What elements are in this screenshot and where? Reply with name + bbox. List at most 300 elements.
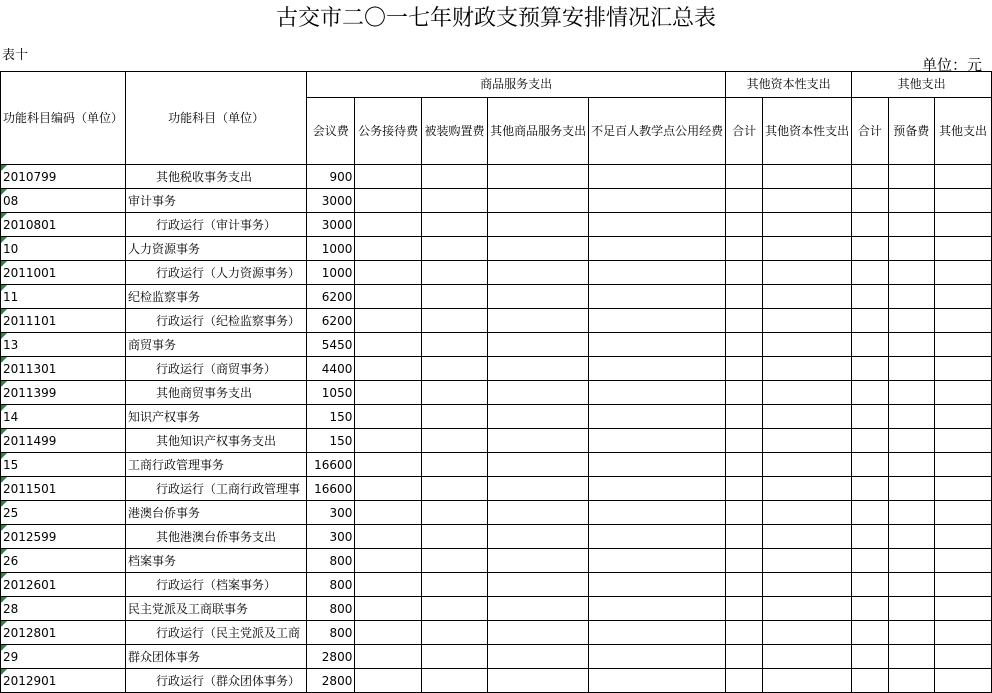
- empty-cell[interactable]: [589, 453, 726, 477]
- empty-cell[interactable]: [888, 333, 934, 357]
- row-name[interactable]: 行政运行（纪检监察事务）: [126, 309, 307, 333]
- empty-cell[interactable]: [852, 645, 888, 669]
- empty-cell[interactable]: [488, 645, 589, 669]
- empty-cell[interactable]: [726, 285, 763, 309]
- empty-cell[interactable]: [488, 285, 589, 309]
- row-meeting-amount[interactable]: 150: [307, 429, 355, 453]
- empty-cell[interactable]: [355, 525, 422, 549]
- row-meeting-amount[interactable]: 800: [307, 621, 355, 645]
- empty-cell[interactable]: [355, 453, 422, 477]
- empty-cell[interactable]: [488, 429, 589, 453]
- empty-cell[interactable]: [888, 429, 934, 453]
- empty-cell[interactable]: [355, 405, 422, 429]
- empty-cell[interactable]: [763, 645, 852, 669]
- empty-cell[interactable]: [934, 285, 991, 309]
- empty-cell[interactable]: [726, 669, 763, 693]
- table-row: [1, 549, 992, 573]
- empty-cell[interactable]: [852, 501, 888, 525]
- empty-cell[interactable]: [726, 405, 763, 429]
- empty-cell[interactable]: [488, 405, 589, 429]
- row-name[interactable]: 其他知识产权事务支出: [126, 429, 307, 453]
- empty-cell[interactable]: [589, 189, 726, 213]
- empty-cell[interactable]: [726, 429, 763, 453]
- empty-cell[interactable]: [934, 573, 991, 597]
- row-name[interactable]: 其他港澳台侨事务支出: [126, 525, 307, 549]
- empty-cell[interactable]: [852, 213, 888, 237]
- table-row: [1, 213, 992, 237]
- row-code[interactable]: 14: [1, 405, 126, 429]
- table-row: [1, 453, 992, 477]
- empty-cell[interactable]: [726, 645, 763, 669]
- header-school: 不足百人教学点公用经费: [589, 98, 726, 165]
- table-row: [1, 333, 992, 357]
- empty-cell[interactable]: [421, 501, 487, 525]
- empty-cell[interactable]: [934, 405, 991, 429]
- empty-cell[interactable]: [888, 165, 934, 189]
- empty-cell[interactable]: [852, 453, 888, 477]
- empty-cell[interactable]: [763, 309, 852, 333]
- empty-cell[interactable]: [852, 429, 888, 453]
- empty-cell[interactable]: [888, 405, 934, 429]
- empty-cell[interactable]: [852, 525, 888, 549]
- empty-cell[interactable]: [488, 357, 589, 381]
- row-code[interactable]: 2010799: [1, 165, 126, 189]
- row-code[interactable]: 25: [1, 501, 126, 525]
- header-reserve: 预备费: [888, 98, 934, 165]
- row-meeting-amount[interactable]: 150: [307, 405, 355, 429]
- empty-cell[interactable]: [888, 645, 934, 669]
- empty-cell[interactable]: [488, 453, 589, 477]
- empty-cell[interactable]: [852, 309, 888, 333]
- empty-cell[interactable]: [934, 621, 991, 645]
- empty-cell[interactable]: [763, 285, 852, 309]
- empty-cell[interactable]: [763, 621, 852, 645]
- empty-cell[interactable]: [355, 573, 422, 597]
- row-name[interactable]: 行政运行（工商行政管理事: [126, 477, 307, 501]
- header-capital-other: 其他资本性支出: [763, 98, 852, 165]
- empty-cell[interactable]: [355, 381, 422, 405]
- empty-cell[interactable]: [589, 405, 726, 429]
- empty-cell[interactable]: [421, 621, 487, 645]
- empty-cell[interactable]: [421, 453, 487, 477]
- header-capital-total: 合计: [726, 98, 763, 165]
- row-meeting-amount[interactable]: 1000: [307, 261, 355, 285]
- empty-cell[interactable]: [726, 573, 763, 597]
- header-uniform: 被装购置费: [421, 98, 487, 165]
- header-other-total: 合计: [852, 98, 888, 165]
- header-other-expense: 其他支出: [934, 98, 991, 165]
- empty-cell[interactable]: [589, 309, 726, 333]
- empty-cell[interactable]: [763, 357, 852, 381]
- empty-cell[interactable]: [355, 597, 422, 621]
- empty-cell[interactable]: [355, 237, 422, 261]
- header-group-other: 其他支出: [852, 72, 992, 98]
- row-name[interactable]: 民主党派及工商联事务: [126, 597, 307, 621]
- empty-cell[interactable]: [852, 573, 888, 597]
- row-meeting-amount[interactable]: 3000: [307, 213, 355, 237]
- table-row: [1, 573, 992, 597]
- empty-cell[interactable]: [726, 549, 763, 573]
- empty-cell[interactable]: [589, 597, 726, 621]
- row-code[interactable]: 2011001: [1, 261, 126, 285]
- empty-cell[interactable]: [763, 429, 852, 453]
- empty-cell[interactable]: [589, 549, 726, 573]
- empty-cell[interactable]: [726, 381, 763, 405]
- row-code[interactable]: 2012601: [1, 573, 126, 597]
- unit-label: 单位：元: [921, 56, 982, 74]
- table-row: [1, 669, 992, 693]
- row-meeting-amount[interactable]: 1050: [307, 381, 355, 405]
- row-code[interactable]: 28: [1, 597, 126, 621]
- table-row: [1, 357, 992, 381]
- empty-cell[interactable]: [888, 621, 934, 645]
- empty-cell[interactable]: [763, 333, 852, 357]
- row-name[interactable]: 行政运行（民主党派及工商: [126, 621, 307, 645]
- empty-cell[interactable]: [763, 381, 852, 405]
- header-reception: 公务接待费: [355, 98, 422, 165]
- row-name[interactable]: 工商行政管理事务: [126, 453, 307, 477]
- empty-cell[interactable]: [355, 501, 422, 525]
- row-name[interactable]: 港澳台侨事务: [126, 501, 307, 525]
- empty-cell[interactable]: [421, 237, 487, 261]
- empty-cell[interactable]: [488, 213, 589, 237]
- empty-cell[interactable]: [421, 645, 487, 669]
- empty-cell[interactable]: [355, 549, 422, 573]
- row-code[interactable]: 08: [1, 189, 126, 213]
- empty-cell[interactable]: [934, 669, 991, 693]
- empty-cell[interactable]: [488, 501, 589, 525]
- empty-cell[interactable]: [726, 525, 763, 549]
- table-row: [1, 285, 992, 309]
- row-meeting-amount[interactable]: 300: [307, 525, 355, 549]
- empty-cell[interactable]: [852, 549, 888, 573]
- row-name[interactable]: 人力资源事务: [126, 237, 307, 261]
- empty-cell[interactable]: [852, 165, 888, 189]
- empty-cell[interactable]: [934, 453, 991, 477]
- row-name[interactable]: 群众团体事务: [126, 645, 307, 669]
- empty-cell[interactable]: [888, 237, 934, 261]
- empty-cell[interactable]: [763, 525, 852, 549]
- empty-cell[interactable]: [589, 621, 726, 645]
- empty-cell[interactable]: [934, 597, 991, 621]
- empty-cell[interactable]: [888, 597, 934, 621]
- empty-cell[interactable]: [589, 477, 726, 501]
- row-meeting-amount[interactable]: 800: [307, 549, 355, 573]
- empty-cell[interactable]: [355, 309, 422, 333]
- page-title: 古交市二〇一七年财政支预算安排情况汇总表: [275, 6, 716, 31]
- empty-cell[interactable]: [888, 573, 934, 597]
- empty-cell[interactable]: [589, 381, 726, 405]
- empty-cell[interactable]: [852, 189, 888, 213]
- empty-cell[interactable]: [488, 381, 589, 405]
- empty-cell[interactable]: [763, 237, 852, 261]
- empty-cell[interactable]: [589, 573, 726, 597]
- table-row: [1, 645, 992, 669]
- row-meeting-amount[interactable]: 5450: [307, 333, 355, 357]
- empty-cell[interactable]: [355, 669, 422, 693]
- row-meeting-amount[interactable]: 2800: [307, 669, 355, 693]
- empty-cell[interactable]: [934, 429, 991, 453]
- empty-cell[interactable]: [888, 669, 934, 693]
- empty-cell[interactable]: [934, 213, 991, 237]
- empty-cell[interactable]: [488, 525, 589, 549]
- empty-cell[interactable]: [488, 309, 589, 333]
- empty-cell[interactable]: [726, 453, 763, 477]
- empty-cell[interactable]: [421, 309, 487, 333]
- row-code[interactable]: 2012901: [1, 669, 126, 693]
- empty-cell[interactable]: [726, 189, 763, 213]
- empty-cell[interactable]: [355, 477, 422, 501]
- row-name[interactable]: 其他商贸事务支出: [126, 381, 307, 405]
- empty-cell[interactable]: [888, 213, 934, 237]
- empty-cell[interactable]: [763, 597, 852, 621]
- empty-cell[interactable]: [852, 357, 888, 381]
- empty-cell[interactable]: [934, 165, 991, 189]
- empty-cell[interactable]: [355, 165, 422, 189]
- empty-cell[interactable]: [888, 285, 934, 309]
- table-row: [1, 309, 992, 333]
- empty-cell[interactable]: [726, 501, 763, 525]
- empty-cell[interactable]: [589, 357, 726, 381]
- row-name[interactable]: 纪检监察事务: [126, 285, 307, 309]
- table-row: [1, 261, 992, 285]
- row-code[interactable]: 2010801: [1, 213, 126, 237]
- empty-cell[interactable]: [852, 621, 888, 645]
- row-code[interactable]: 2011499: [1, 429, 126, 453]
- table-row: [1, 477, 992, 501]
- empty-cell[interactable]: [726, 357, 763, 381]
- header-code: 功能科目编码（单位）: [1, 72, 126, 165]
- empty-cell[interactable]: [355, 357, 422, 381]
- empty-cell[interactable]: [934, 549, 991, 573]
- empty-cell[interactable]: [934, 261, 991, 285]
- empty-cell[interactable]: [888, 477, 934, 501]
- empty-cell[interactable]: [726, 477, 763, 501]
- row-meeting-amount[interactable]: 1000: [307, 237, 355, 261]
- row-meeting-amount[interactable]: 3000: [307, 189, 355, 213]
- empty-cell[interactable]: [934, 525, 991, 549]
- row-meeting-amount[interactable]: 900: [307, 165, 355, 189]
- empty-cell[interactable]: [589, 237, 726, 261]
- empty-cell[interactable]: [421, 669, 487, 693]
- row-code[interactable]: 26: [1, 549, 126, 573]
- empty-cell[interactable]: [355, 645, 422, 669]
- empty-cell[interactable]: [421, 597, 487, 621]
- row-meeting-amount[interactable]: 16600: [307, 453, 355, 477]
- empty-cell[interactable]: [421, 573, 487, 597]
- table-row: [1, 189, 992, 213]
- row-meeting-amount[interactable]: 4400: [307, 357, 355, 381]
- empty-cell[interactable]: [934, 189, 991, 213]
- empty-cell[interactable]: [763, 261, 852, 285]
- empty-cell[interactable]: [852, 597, 888, 621]
- empty-cell[interactable]: [355, 285, 422, 309]
- empty-cell[interactable]: [421, 381, 487, 405]
- row-code[interactable]: 2011301: [1, 357, 126, 381]
- row-code[interactable]: 2011101: [1, 309, 126, 333]
- row-code[interactable]: 2012599: [1, 525, 126, 549]
- row-name[interactable]: 行政运行（档案事务）: [126, 573, 307, 597]
- row-meeting-amount[interactable]: 300: [307, 501, 355, 525]
- empty-cell[interactable]: [421, 165, 487, 189]
- row-code[interactable]: 10: [1, 237, 126, 261]
- table-row: [1, 597, 992, 621]
- empty-cell[interactable]: [488, 621, 589, 645]
- empty-cell[interactable]: [589, 525, 726, 549]
- empty-cell[interactable]: [934, 645, 991, 669]
- empty-cell[interactable]: [934, 309, 991, 333]
- empty-cell[interactable]: [726, 237, 763, 261]
- empty-cell[interactable]: [355, 429, 422, 453]
- empty-cell[interactable]: [888, 525, 934, 549]
- empty-cell[interactable]: [488, 669, 589, 693]
- row-code[interactable]: 11: [1, 285, 126, 309]
- empty-cell[interactable]: [421, 549, 487, 573]
- row-name[interactable]: 审计事务: [126, 189, 307, 213]
- row-code[interactable]: 2012801: [1, 621, 126, 645]
- empty-cell[interactable]: [888, 453, 934, 477]
- empty-cell[interactable]: [589, 429, 726, 453]
- table-row: [1, 429, 992, 453]
- empty-cell[interactable]: [421, 525, 487, 549]
- empty-cell[interactable]: [726, 165, 763, 189]
- table-row: [1, 405, 992, 429]
- empty-cell[interactable]: [934, 333, 991, 357]
- empty-cell[interactable]: [421, 261, 487, 285]
- empty-cell[interactable]: [488, 597, 589, 621]
- empty-cell[interactable]: [355, 213, 422, 237]
- empty-cell[interactable]: [589, 165, 726, 189]
- empty-cell[interactable]: [888, 261, 934, 285]
- row-name[interactable]: 其他税收事务支出: [126, 165, 307, 189]
- row-name[interactable]: 行政运行（商贸事务）: [126, 357, 307, 381]
- empty-cell[interactable]: [421, 357, 487, 381]
- table-row: [1, 525, 992, 549]
- row-meeting-amount[interactable]: 6200: [307, 309, 355, 333]
- row-code[interactable]: 29: [1, 645, 126, 669]
- empty-cell[interactable]: [421, 405, 487, 429]
- empty-cell[interactable]: [726, 333, 763, 357]
- row-meeting-amount[interactable]: 6200: [307, 285, 355, 309]
- empty-cell[interactable]: [934, 237, 991, 261]
- empty-cell[interactable]: [589, 645, 726, 669]
- empty-cell[interactable]: [763, 477, 852, 501]
- row-meeting-amount[interactable]: 2800: [307, 645, 355, 669]
- empty-cell[interactable]: [852, 405, 888, 429]
- empty-cell[interactable]: [726, 213, 763, 237]
- row-code[interactable]: 13: [1, 333, 126, 357]
- row-code[interactable]: 2011501: [1, 477, 126, 501]
- empty-cell[interactable]: [488, 189, 589, 213]
- empty-cell[interactable]: [726, 261, 763, 285]
- empty-cell[interactable]: [852, 237, 888, 261]
- empty-cell[interactable]: [888, 501, 934, 525]
- empty-cell[interactable]: [488, 237, 589, 261]
- empty-cell[interactable]: [421, 189, 487, 213]
- empty-cell[interactable]: [589, 261, 726, 285]
- empty-cell[interactable]: [589, 285, 726, 309]
- empty-cell[interactable]: [421, 477, 487, 501]
- empty-cell[interactable]: [488, 573, 589, 597]
- empty-cell[interactable]: [726, 309, 763, 333]
- empty-cell[interactable]: [421, 429, 487, 453]
- empty-cell[interactable]: [852, 477, 888, 501]
- empty-cell[interactable]: [589, 669, 726, 693]
- empty-cell[interactable]: [488, 333, 589, 357]
- empty-cell[interactable]: [355, 621, 422, 645]
- empty-cell[interactable]: [763, 501, 852, 525]
- empty-cell[interactable]: [852, 333, 888, 357]
- empty-cell[interactable]: [763, 549, 852, 573]
- empty-cell[interactable]: [888, 189, 934, 213]
- empty-cell[interactable]: [355, 261, 422, 285]
- empty-cell[interactable]: [852, 285, 888, 309]
- empty-cell[interactable]: [726, 597, 763, 621]
- empty-cell[interactable]: [852, 261, 888, 285]
- empty-cell[interactable]: [355, 333, 422, 357]
- empty-cell[interactable]: [355, 189, 422, 213]
- empty-cell[interactable]: [421, 213, 487, 237]
- empty-cell[interactable]: [763, 573, 852, 597]
- row-name[interactable]: 档案事务: [126, 549, 307, 573]
- header-group-capital: 其他资本性支出: [726, 72, 852, 98]
- table-number-label: 表十: [2, 48, 29, 63]
- empty-cell[interactable]: [589, 213, 726, 237]
- row-name[interactable]: 商贸事务: [126, 333, 307, 357]
- empty-cell[interactable]: [888, 549, 934, 573]
- empty-cell[interactable]: [763, 669, 852, 693]
- header-meeting: 会议费: [307, 98, 355, 165]
- row-name[interactable]: 知识产权事务: [126, 405, 307, 429]
- empty-cell[interactable]: [488, 261, 589, 285]
- row-name[interactable]: 行政运行（审计事务）: [126, 213, 307, 237]
- empty-cell[interactable]: [934, 381, 991, 405]
- row-meeting-amount[interactable]: 16600: [307, 477, 355, 501]
- empty-cell[interactable]: [488, 165, 589, 189]
- empty-cell[interactable]: [421, 333, 487, 357]
- empty-cell[interactable]: [763, 405, 852, 429]
- empty-cell[interactable]: [934, 501, 991, 525]
- table-row: [1, 237, 992, 261]
- row-code[interactable]: 2011399: [1, 381, 126, 405]
- empty-cell[interactable]: [934, 357, 991, 381]
- empty-cell[interactable]: [934, 477, 991, 501]
- empty-cell[interactable]: [726, 621, 763, 645]
- empty-cell[interactable]: [888, 309, 934, 333]
- header-name: 功能科目（单位）: [126, 72, 307, 165]
- empty-cell[interactable]: [763, 189, 852, 213]
- empty-cell[interactable]: [763, 165, 852, 189]
- row-name[interactable]: 行政运行（人力资源事务）: [126, 261, 307, 285]
- budget-table: [0, 71, 992, 693]
- empty-cell[interactable]: [852, 669, 888, 693]
- header-other-goods: 其他商品服务支出: [488, 98, 589, 165]
- row-meeting-amount[interactable]: 800: [307, 573, 355, 597]
- empty-cell[interactable]: [589, 333, 726, 357]
- empty-cell[interactable]: [589, 501, 726, 525]
- empty-cell[interactable]: [888, 357, 934, 381]
- row-code[interactable]: 15: [1, 453, 126, 477]
- empty-cell[interactable]: [763, 453, 852, 477]
- empty-cell[interactable]: [888, 381, 934, 405]
- empty-cell[interactable]: [421, 285, 487, 309]
- empty-cell[interactable]: [488, 477, 589, 501]
- empty-cell[interactable]: [488, 549, 589, 573]
- empty-cell[interactable]: [763, 213, 852, 237]
- row-name[interactable]: 行政运行（群众团体事务）: [126, 669, 307, 693]
- row-meeting-amount[interactable]: 800: [307, 597, 355, 621]
- empty-cell[interactable]: [852, 381, 888, 405]
